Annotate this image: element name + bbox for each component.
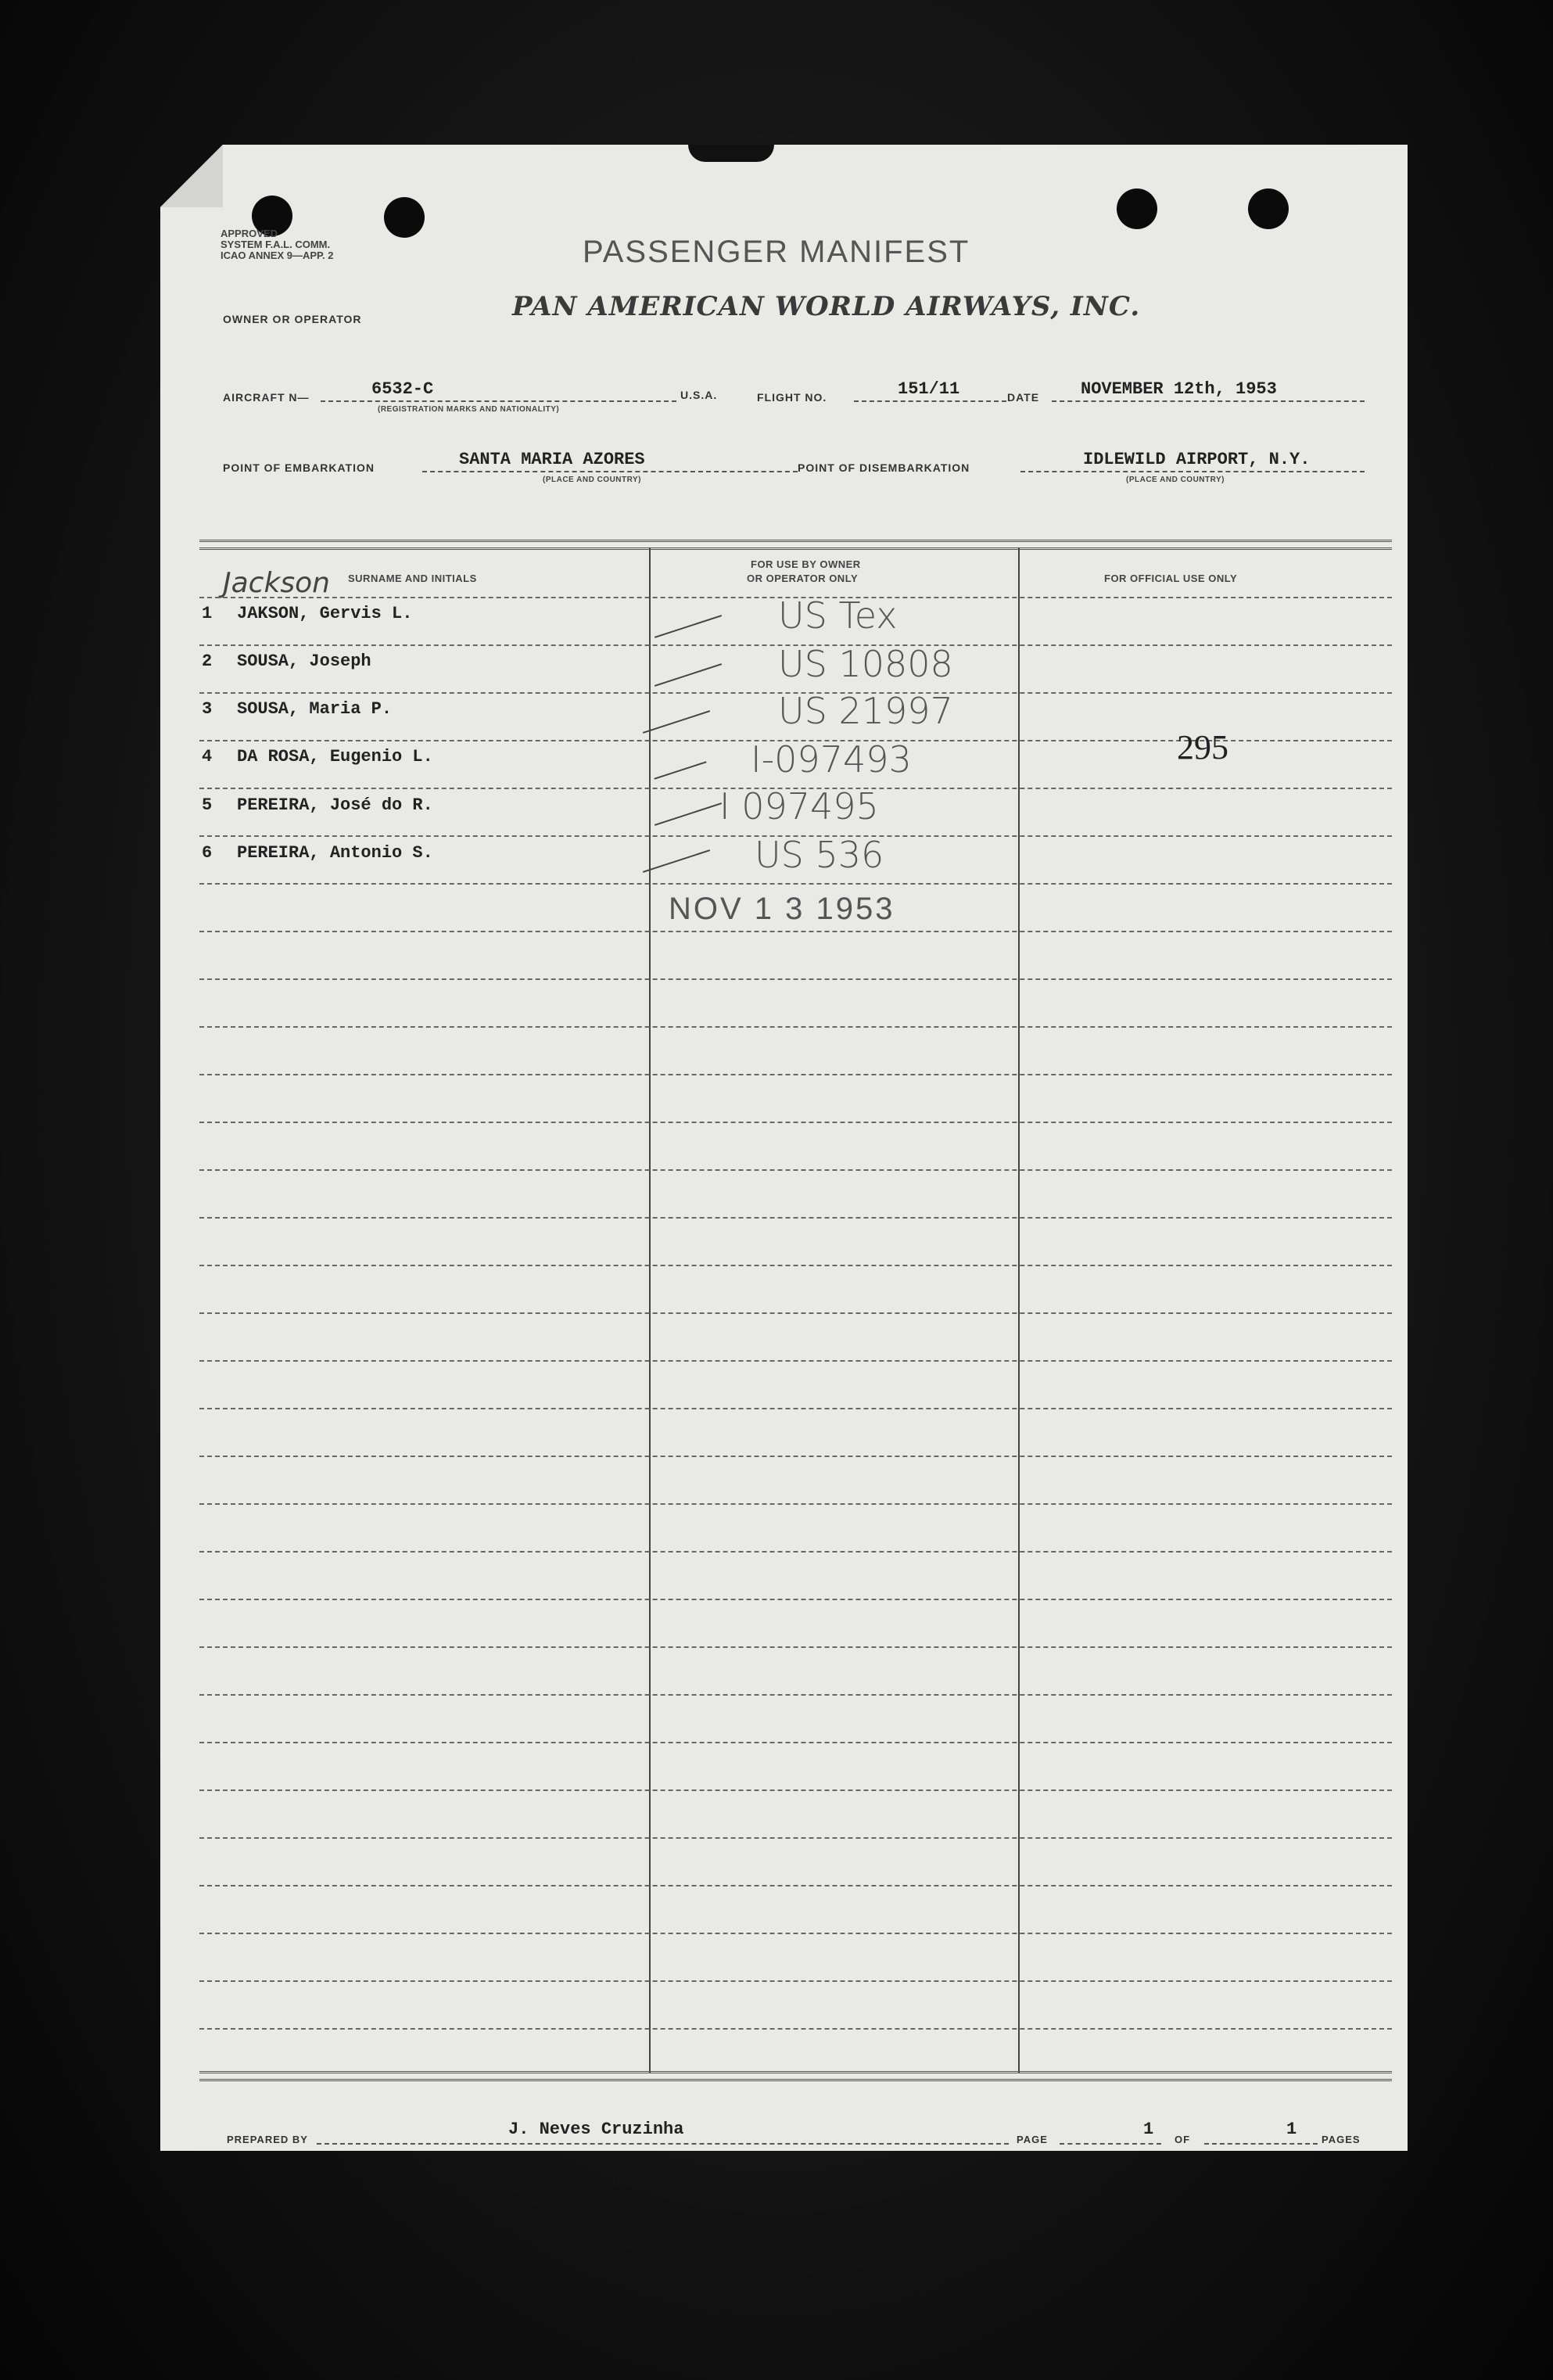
owner-note: US 10808 [778,643,953,685]
column-header-surname: SURNAME AND INITIALS [348,573,477,584]
row-rule [199,883,1392,885]
column-header-owner-1: FOR USE BY OWNER [751,558,861,570]
approval-line-1: APPROVED [221,228,278,239]
approval-line-2: SYSTEM F.A.L. COMM. [221,239,331,250]
row-rule [199,1503,1392,1505]
aircraft-label: AIRCRAFT N— [223,391,310,404]
row-rule [199,1456,1392,1457]
date-underline [1052,400,1365,402]
row-rule [199,1074,1392,1075]
row-rule [199,1360,1392,1362]
owner-note: I 097495 [719,785,879,827]
manifest-paper [160,145,1408,2151]
flight-underline [854,400,1006,402]
row-rule [199,1599,1392,1600]
punch-hole-2 [384,197,425,238]
row-number: 6 [202,843,213,863]
table-top-rule-2 [199,547,1392,550]
row-rule [199,1217,1392,1219]
row-rule [199,1885,1392,1886]
column-header-owner-2: OR OPERATOR ONLY [747,573,859,584]
manifest-title: PASSENGER MANIFEST [583,235,970,269]
column-header-official: FOR OFFICIAL USE ONLY [1104,573,1238,584]
row-rule [199,1980,1392,1982]
of-label: OF [1175,2134,1191,2145]
passenger-name: SOUSA, Joseph [237,652,371,671]
pages-label: PAGES [1322,2134,1361,2145]
aircraft-underline [321,400,676,402]
date-label: DATE [1007,391,1040,404]
page-underline [1060,2143,1161,2145]
approval-note [221,228,334,261]
prepared-by-value: J. Neves Cruzinha [508,2120,684,2139]
row-rule [199,1694,1392,1696]
row-rule [199,2028,1392,2030]
prepared-by-underline [317,2143,1009,2145]
passenger-name: PEREIRA, Antonio S. [237,843,433,863]
column-divider-2 [1018,547,1020,2073]
airline-name: PAN AMERICAN WORLD AIRWAYS, INC. [512,291,1141,322]
usa-label: U.S.A. [680,389,718,401]
row-rule [199,1646,1392,1648]
owner-label: OWNER OR OPERATOR [223,313,362,325]
official-number: 295 [1177,728,1228,766]
aircraft-sublabel: (REGISTRATION MARKS AND NATIONALITY) [378,405,560,414]
owner-note: US 21997 [778,690,953,732]
paper-tear [688,145,774,162]
table-top-rule [199,540,1392,542]
row-rule [199,978,1392,980]
row-number: 2 [202,652,213,671]
row-rule [199,1551,1392,1553]
row-rule [199,1837,1392,1839]
row-rule [199,931,1392,932]
of-value: 1 [1286,2120,1297,2139]
row-rule [199,1408,1392,1409]
approval-line-3: ICAO ANNEX 9—APP. 2 [221,249,334,261]
column-divider-1 [649,547,651,2073]
owner-note: US Tex [778,594,898,637]
punch-hole-4 [1248,188,1289,229]
passenger-name: SOUSA, Maria P. [237,699,393,719]
folded-corner [160,145,223,207]
table-bottom-rule [199,2071,1392,2073]
flight-value: 151/11 [898,379,960,399]
embarkation-sublabel: (PLACE AND COUNTRY) [543,476,641,484]
row-rule [199,1742,1392,1743]
row-number: 5 [202,795,213,815]
row-rule [199,1265,1392,1266]
flight-label: FLIGHT NO. [757,391,827,404]
disembarkation-label: POINT OF DISEMBARKATION [798,461,970,474]
handwritten-correction: Jackson [223,567,330,599]
row-rule [199,1169,1392,1171]
page-value: 1 [1143,2120,1154,2139]
row-number: 4 [202,747,213,766]
row-rule [199,1789,1392,1791]
passenger-name: PEREIRA, José do R. [237,795,433,815]
date-stamp: NOV 1 3 1953 [669,892,895,926]
passenger-name: JAKSON, Gervis L. [237,604,413,623]
page-label: PAGE [1017,2134,1048,2145]
date-value: NOVEMBER 12th, 1953 [1081,379,1277,399]
embarkation-value: SANTA MARIA AZORES [459,450,645,469]
disembarkation-underline [1020,471,1365,472]
punch-hole-3 [1117,188,1157,229]
row-rule [199,1312,1392,1314]
table-bottom-rule-2 [199,2079,1392,2081]
prepared-by-label: PREPARED BY [227,2134,308,2145]
disembarkation-sublabel: (PLACE AND COUNTRY) [1126,476,1225,484]
row-number: 3 [202,699,213,719]
owner-note: I-097493 [751,738,912,781]
of-underline [1204,2143,1318,2145]
owner-note: US 536 [755,834,884,876]
disembarkation-value: IDLEWILD AIRPORT, N.Y. [1083,450,1311,469]
embarkation-label: POINT OF EMBARKATION [223,461,375,474]
row-number: 1 [202,604,213,623]
row-rule [199,1026,1392,1028]
aircraft-value: 6532-C [371,379,434,399]
passenger-name: DA ROSA, Eugenio L. [237,747,433,766]
row-rule [199,1122,1392,1123]
row-rule [199,1933,1392,1934]
embarkation-underline [422,471,798,472]
